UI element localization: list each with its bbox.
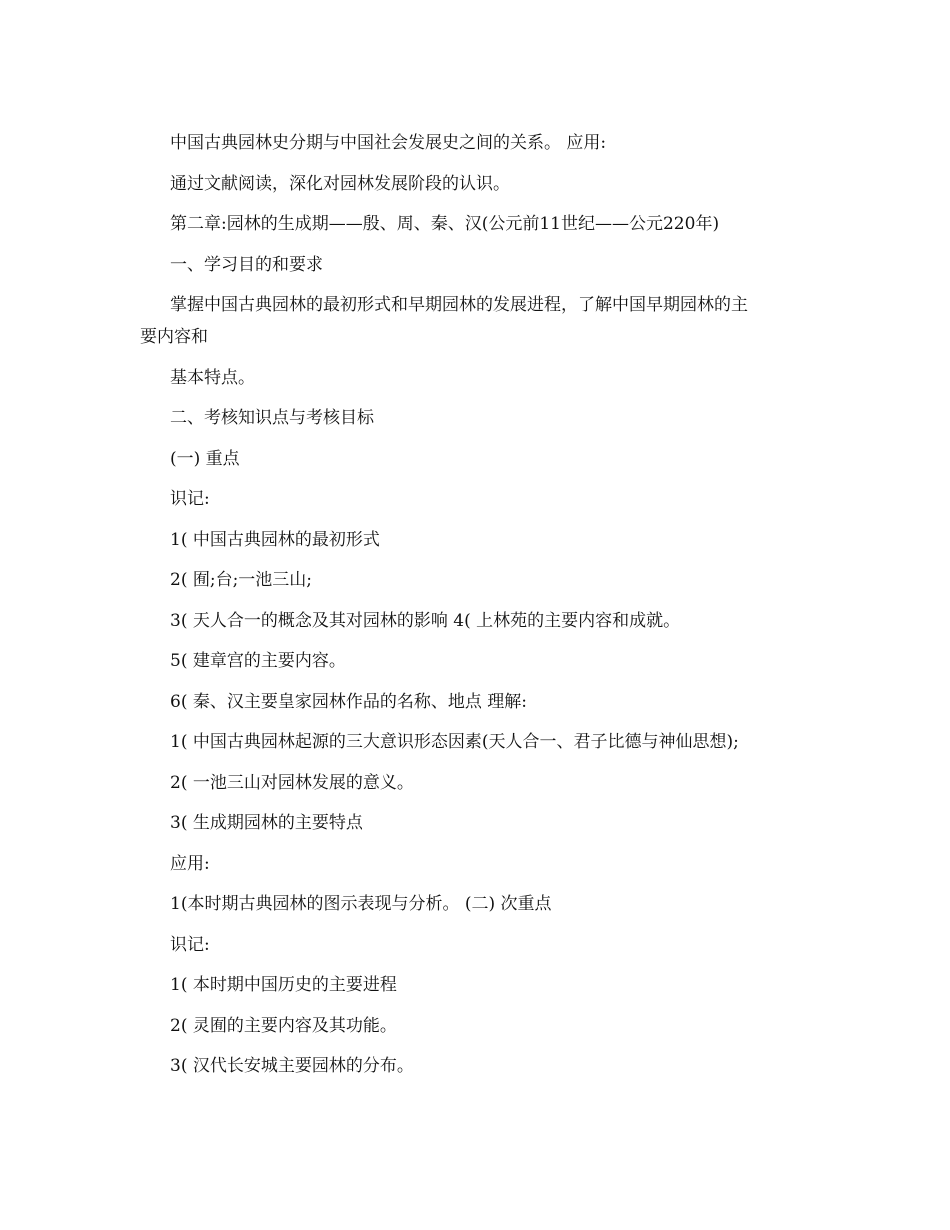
- text-line: 基本特点。: [170, 367, 255, 388]
- section-heading: 二、考核知识点与考核目标: [170, 408, 374, 428]
- list-item: 5( 建章宫的主要内容。: [170, 651, 346, 671]
- chapter-heading: 第二章:园林的生成期——殷、周、秦、汉(公元前11世纪——公元220年): [170, 214, 720, 234]
- text-line: 中国古典园林史分期与中国社会发展史之间的关系。 应用:: [170, 133, 607, 153]
- list-item: 2( 囿;台;一池三山;: [170, 570, 313, 590]
- text-line: 识记:: [170, 934, 210, 955]
- list-item: 3( 汉代长安城主要园林的分布。: [170, 1056, 414, 1076]
- text-line-continuation: 要内容和: [140, 327, 208, 347]
- list-item: 3( 天人合一的概念及其对园林的影响 4( 上林苑的主要内容和成就。: [170, 610, 681, 631]
- section-heading: 一、学习目的和要求: [170, 254, 323, 275]
- list-item: 2( 一池三山对园林发展的意义。: [170, 772, 414, 793]
- list-item: 3( 生成期园林的主要特点: [170, 813, 363, 833]
- text-line: 通过文献阅读，深化对园林发展阶段的认识。: [170, 173, 510, 194]
- list-item: 2( 灵囿的主要内容及其功能。: [170, 1015, 397, 1036]
- text-line: 应用:: [170, 853, 210, 874]
- text-line: 识记:: [170, 489, 210, 509]
- subsection-heading: (一) 重点: [170, 448, 240, 469]
- list-item: 1( 中国古典园林的最初形式: [170, 529, 380, 550]
- list-item: 1(本时期古典园林的图示表现与分析。 (二) 次重点: [170, 894, 552, 914]
- document-body: [140, 127, 812, 1091]
- list-item: 6( 秦、汉主要皇家园林作品的名称、地点 理解:: [170, 691, 527, 712]
- list-item: 1( 本时期中国历史的主要进程: [170, 975, 397, 995]
- text-line: 掌握中国古典园林的最初形式和早期园林的发展进程，了解中国早期园林的主: [170, 295, 748, 315]
- list-item: 1( 中国古典园林起源的三大意识形态因素(天人合一、君子比德与神仙思想);: [170, 732, 739, 752]
